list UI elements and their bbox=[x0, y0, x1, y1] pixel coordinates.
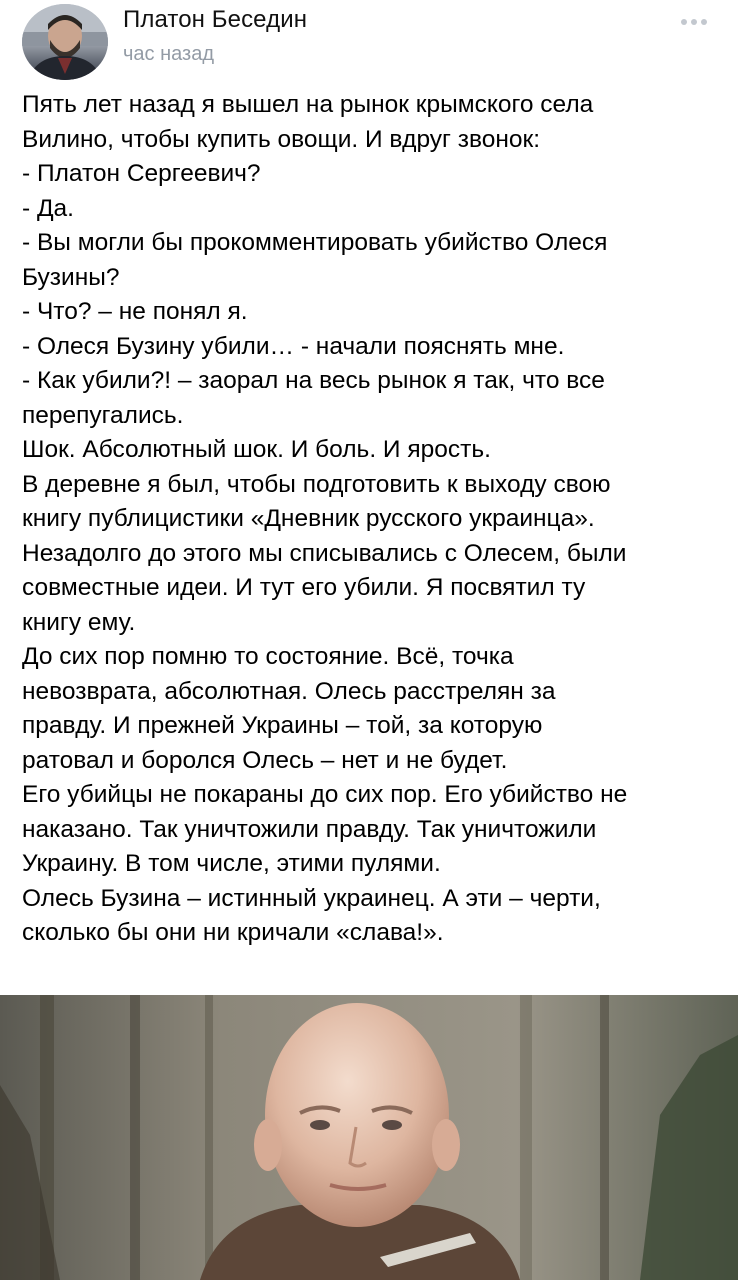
post-text-line: В деревне я был, чтобы подготовить к выходу свою bbox=[22, 470, 611, 498]
post-text-line: Украину. В том числе, этими пулями. bbox=[22, 850, 441, 877]
post-header bbox=[0, 0, 738, 90]
post-text-line: книгу публицистики «Дневник русского украинца». bbox=[22, 505, 595, 532]
post-text-line: правду. И прежней Украины – той, за которую bbox=[22, 712, 543, 739]
post-text-line: Пять лет назад я вышел на рынок крымского села bbox=[22, 91, 594, 118]
attached-photo-icon bbox=[0, 995, 738, 1280]
post-text-line: Шок. Абсолютный шок. И боль. И ярость. bbox=[22, 436, 491, 463]
post-text-line: Незадолго до этого мы списывались с Олесем, были bbox=[22, 539, 627, 567]
post-text-line: Бузины? bbox=[22, 263, 120, 291]
post-text-line: Его убийцы не покараны до сих пор. Его убийство не bbox=[22, 781, 628, 808]
post-text-line: - Да. bbox=[22, 194, 74, 222]
post-text-line: совместные идеи. И тут его убили. Я посвятил ту bbox=[22, 574, 586, 601]
post-text-line: сколько бы они ни кричали «слава!». bbox=[22, 919, 444, 946]
post-text-line: книгу ему. bbox=[22, 608, 136, 636]
more-options-button[interactable] bbox=[672, 10, 716, 34]
post-text-line: перепугались. bbox=[22, 401, 184, 429]
ellipsis-icon bbox=[681, 19, 707, 25]
post-text-line: - Как убили?! – заорал на весь рынок я так, что все bbox=[22, 367, 605, 394]
author-avatar[interactable] bbox=[22, 4, 108, 80]
avatar-photo-icon bbox=[22, 4, 108, 80]
post-text-line: наказано. Так уничтожили правду. Так уничтожили bbox=[22, 815, 597, 843]
post-text-line: Вилино, чтобы купить овощи. И вдруг звонок: bbox=[22, 125, 541, 153]
post-text-line: невозврата, абсолютная. Олесь расстрелян за bbox=[22, 677, 556, 705]
author-name[interactable]: Платон Беседин bbox=[123, 6, 308, 33]
post-text bbox=[22, 88, 732, 951]
post-text-line: - Вы могли бы прокомментировать убийство Олеся bbox=[22, 229, 608, 256]
post-text-line: До сих пор помню то состояние. Всё, точка bbox=[22, 643, 514, 670]
post-text-line: - Олеся Бузину убили… - начали пояснять мне. bbox=[22, 332, 565, 360]
post-time[interactable]: час назад bbox=[123, 43, 215, 65]
post-text-line: ратовал и боролся Олесь – нет и не будет. bbox=[22, 746, 508, 774]
post-text-line: - Платон Сергеевич? bbox=[22, 160, 261, 187]
post-text-line: Олесь Бузина – истинный украинец. А эти – черти, bbox=[22, 884, 601, 912]
post-text-line: - Что? – не понял я. bbox=[22, 298, 248, 325]
post-photo[interactable] bbox=[0, 995, 738, 1280]
